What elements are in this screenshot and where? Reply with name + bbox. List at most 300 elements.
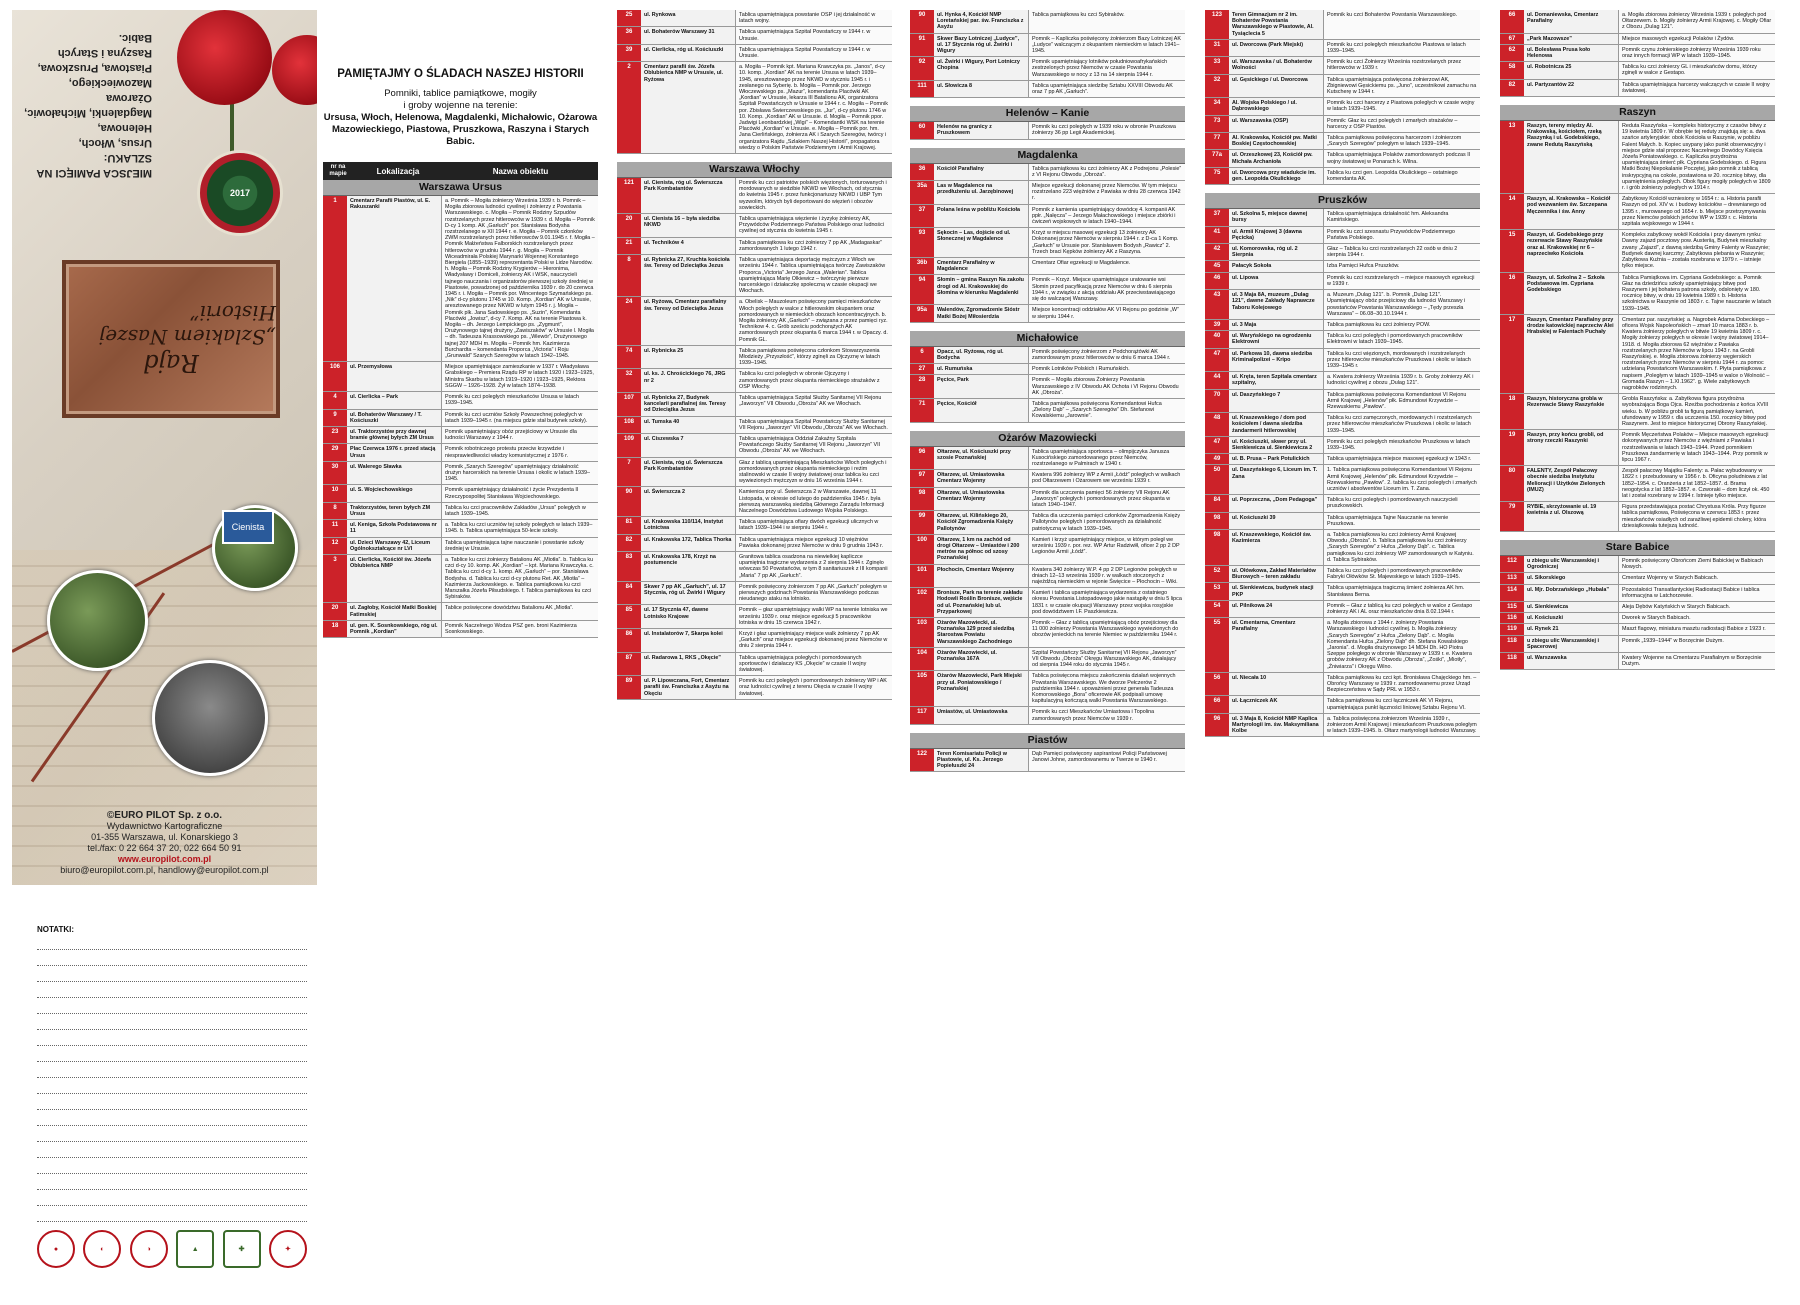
location-cell: Al. Krakowska, Kościół pw. Matki Boskiej Częstochowskiej bbox=[1229, 133, 1324, 149]
table-row bbox=[1500, 10, 1775, 34]
map-number: 47 bbox=[1205, 349, 1229, 372]
list-panel-3 bbox=[910, 10, 1185, 780]
table-row bbox=[1205, 261, 1480, 272]
object-name-cell: Tablica upamiętniająca Tajne Nauczanie na terenie Pruszkowa. bbox=[1324, 513, 1480, 529]
object-name-cell: Tablica upamiętniająca poświęcona żołnierzowi AK, Zbigniewowi Gęsickiemu ps. „Juno”, uczestnikowi zamachu na Kutscherę w 1944 r. bbox=[1324, 75, 1480, 98]
object-name-cell: Głaz – Tablica ku czci rozstrzelanych 22 osób w dniu 2 sierpnia 1944 r. bbox=[1324, 244, 1480, 260]
location-cell: Ożarów Mazowiecki, ul. Poznańska 129 przed siedzibą Starostwa Powiatu Warszawskiego Zachodniego bbox=[934, 618, 1029, 647]
location-cell: ul. Cierlicka – Park bbox=[347, 392, 442, 408]
map-number: 97 bbox=[910, 470, 934, 486]
map-number: 34 bbox=[1205, 98, 1229, 114]
location-cell: Raszyn, Cmentarz Parafialny przy drodze katowickiej naprzeciw Alei Hrabskiej w Falentach Puchały bbox=[1524, 315, 1619, 393]
table-row bbox=[910, 648, 1185, 672]
map-number: 70 bbox=[1205, 390, 1229, 413]
table-row bbox=[910, 10, 1185, 34]
object-name-cell: Aleja Dębów Katyńskich w Starych Babicach. bbox=[1619, 602, 1775, 612]
section-heading: Stare Babice bbox=[1500, 540, 1775, 556]
table-row bbox=[1205, 530, 1480, 566]
map-number: 109 bbox=[617, 434, 641, 457]
table-row bbox=[617, 487, 892, 517]
map-number: 81 bbox=[617, 517, 641, 533]
location-cell: ul. Niecała 10 bbox=[1229, 673, 1324, 696]
location-cell: ul. Warszawska bbox=[1524, 653, 1619, 669]
location-cell: ul. ks. J. Chrościckiego 76, JRG nr 2 bbox=[641, 369, 736, 392]
table-row bbox=[1205, 57, 1480, 74]
location-cell: ul. Hynka 4, Kościół NMP Loretańskiej par. św. Franciszka z Asyżu bbox=[934, 10, 1029, 33]
object-name-cell: Tablica pamiątkowa ku czci żołnierzy AK z Podrejonu „Polesie” z VI Rejonu Obwodu „Obroża”. bbox=[1029, 164, 1185, 180]
object-name-cell: Izba Pamięci Hufca Pruszków. bbox=[1324, 261, 1480, 271]
location-cell: Plac Czerwca 1976 r. przed stacją Ursus bbox=[347, 444, 442, 460]
table-row bbox=[910, 749, 1185, 773]
table-row bbox=[1500, 573, 1775, 584]
object-name-cell: Kwatera 340 żołnierzy W.P. 4 pp 2 DP Legionów poległych w dniach 12–13 września 1939 r. w walkach stoczonych z najeźdźcą niemieckim w rejonie Święcice – Płochocin – Wiki. bbox=[1029, 565, 1185, 588]
map-number: 16 bbox=[1500, 273, 1524, 314]
table-row bbox=[1205, 513, 1480, 530]
map-number: 50 bbox=[1205, 465, 1229, 494]
object-name-cell: Pomnik poświęcony żołnierzom 7 pp AK „Garłuch” poległym w pierwszych godzinach Powstania Warszawskiego podczas nieudanego ataku na lotnisko. bbox=[736, 582, 892, 605]
location-cell: ul. Tumska 40 bbox=[641, 417, 736, 433]
location-cell: ul. Przemysłowa bbox=[347, 362, 442, 391]
map-number: 96 bbox=[1205, 714, 1229, 737]
location-cell: ul. Cierlicka, róg ul. Kościuszki bbox=[641, 45, 736, 61]
object-name-cell: Tablica pamiątkowa ku czci kpt. Bronisława Chajęckiego hm. – Obrońcy Warszawy w 1939 r. zamordowanemu przez Urząd Bezpieczeństwa w Sądy PRL w 1953 r. bbox=[1324, 673, 1480, 696]
map-number: 46 bbox=[1205, 273, 1229, 289]
map-number: 29 bbox=[323, 444, 347, 460]
map-number: 111 bbox=[910, 81, 934, 97]
object-name-cell: Pomnik ku czci Mieszkańców Umiastowa i Topolina zamordowanych przez Niemców w 1939 r. bbox=[1029, 707, 1185, 723]
object-name-cell: Tablica ku czci poległych i pomordowanych pracowników Elektrowni w latach 1939–1945. bbox=[1324, 331, 1480, 347]
object-name-cell: Tablica ku czci zamęczonych, mordowanych i rozstrzelanych przez hitlerowców mieszkańców Pruszkowa i okolic w latach 1939–1945. bbox=[1324, 413, 1480, 436]
column-body bbox=[617, 10, 892, 700]
table-row bbox=[910, 228, 1185, 258]
object-name-cell: Pomnik – Mogiła zbiorowa Żołnierzy Powstania Warszawskiego z IV Obwodu AK Ochota i VI Rejonu Obwodu AK „Obroża”. bbox=[1029, 375, 1185, 398]
map-number: 80 bbox=[1500, 466, 1524, 501]
map-number: 101 bbox=[910, 565, 934, 588]
object-name-cell: Kamień i krzyż upamiętniający miejsce, w którym poległ we wrześniu 1939 r. por. rez. WP Artur Radziwiłł, oficer 2 pp 2 DP Legionów Armii „Łódź”. bbox=[1029, 535, 1185, 564]
table-row bbox=[323, 462, 598, 486]
map-number: 55 bbox=[1205, 618, 1229, 672]
coat-of-arms-logo: ▲ bbox=[176, 1230, 214, 1268]
table-row bbox=[323, 603, 598, 620]
location-cell: ul. Robotnicza 25 bbox=[1524, 62, 1619, 78]
location-cell: ul. Techników 4 bbox=[641, 238, 736, 254]
map-number: 75 bbox=[1205, 168, 1229, 184]
location-cell: Cmentarz Parafialny w Magdalence bbox=[934, 258, 1029, 274]
location-cell: ul. Kręta, teren Szpitala cmentarz szpitalny, bbox=[1229, 372, 1324, 388]
object-name-cell: Pomnik z kamienia upamiętniający dowódcę 4. kompanii AK ppłr. „Nałęcza” – Jerzego Małachowskiego i miejsce zbiórki i ćwiczeń wojskowych w latach 1940–1944. bbox=[1029, 205, 1185, 228]
table-row bbox=[323, 621, 598, 638]
table-row bbox=[1205, 209, 1480, 226]
location-cell: Raszyn, historyczna grobla w Rezerwacie Stawy Raszyńskie bbox=[1524, 394, 1619, 429]
table-row bbox=[1205, 10, 1480, 40]
location-cell: u zbiegu ulic Warszawskiej i Spacerowej bbox=[1524, 636, 1619, 652]
table-section bbox=[910, 733, 1185, 773]
table-row bbox=[1205, 75, 1480, 99]
table-row bbox=[1205, 566, 1480, 583]
object-name-cell: a. Mogiła zbiorowa żołnierzy Września 1939 r. poległych pod Ołtarzewem. b. Mogiły żołnierzy Armii Krajowej. c. Mogiły Ofiar z Obozu „Dulag 121”. bbox=[1619, 10, 1775, 33]
table-row bbox=[910, 164, 1185, 181]
table-row bbox=[1500, 394, 1775, 430]
location-cell: Pęcice, Park bbox=[934, 375, 1029, 398]
object-name-cell: Pozostałości Transatlantyckiej Radiostacji Babice i tablica informacyjna w Latchorzewie. bbox=[1619, 585, 1775, 601]
coat-of-arms-logo: ✚ bbox=[223, 1230, 261, 1268]
table-section bbox=[1500, 10, 1775, 97]
object-name-cell: Tablica upamiętniająca ofiary dwóch egzekucji ulicznych w latach 1939–1944 i w sierpniu 1944 r. bbox=[736, 517, 892, 533]
object-name-cell: Cmentarz par. raszyńskiej: a. Nagrobek Adama Dobeckiego – oficera Wojsk Napoleońskich – zmarł 10 marca 1883 r. b. Kwatera żołnierzy poległych w bitwie 19 kwietnia 1809 r. c. Mogiły żołnierzy poległych w okresie I wojny światowej 1914–1918. d. Mogiła zbiorowa 62 więźniów z Pawiaka rozstrzelanych przez Niemców w lipcu 1943 r. na Grobli Raszyńskiej. e. Mogiła zbiorowa żołnierzy węgierskich rozstrzelanych przez Niemców w sierpniu 1944 r. za pomoc udzielaną Powstańcom Warszawskim. f. Płyta pamiątkowa z napisem „Poległym w latach 1939–1945 w walce o Wolność – Gromada Raszyn – 1.XI.1962”. g. Wiele zabytkowych nagrobków rodzinnych. bbox=[1619, 315, 1775, 393]
table-row bbox=[1205, 116, 1480, 133]
map-number: 90 bbox=[617, 487, 641, 516]
location-cell: ul. Zagłoby, Kościół Matki Boskiej Fatimskiej bbox=[347, 603, 442, 619]
location-cell: ul. Pilnikowa 24 bbox=[1229, 601, 1324, 617]
map-number: 4 bbox=[323, 392, 347, 408]
rally-plaque bbox=[62, 260, 280, 418]
map-number: 73 bbox=[1205, 116, 1229, 132]
table-section bbox=[910, 148, 1185, 323]
table-row bbox=[1205, 98, 1480, 115]
object-name-cell: a. Muzeum „Dulag 121”. b. Pomnik „Dulag 121”. Upamiętniający obóz przejściowy dla ludności Warszawy i powstańców Powstania Warszawskiego – „Tędy przeszła Warszawa” – 06.08–30.10.1944 r. bbox=[1324, 290, 1480, 319]
location-cell: ul. Sikorskiego bbox=[1524, 573, 1619, 583]
section-heading: Warszawa Ursus bbox=[323, 180, 598, 196]
table-section bbox=[1205, 10, 1480, 185]
table-row bbox=[617, 417, 892, 434]
location-cell: ul. Żwirki i Wigury, Port Lotniczy Chopina bbox=[934, 57, 1029, 80]
column-body bbox=[1205, 10, 1480, 737]
location-cell: ul. Kraszewskiego / dom pod kościołem / dawna siedziba żandarmerii hitlerowskiej bbox=[1229, 413, 1324, 436]
object-name-cell: Zabytkowy Kościół wzniesiony w 1654 r.: a. Historia parafii Raszyn od pol. XIV w. i budowy kościołów – drewnianego od 1395 r., murowanego od 1654 r. b. Miejsce przetrzymywania przez Niemców polskich jeńców WP w 1939 r. c. Historia szpitala wojskowego w 1944 r. bbox=[1619, 194, 1775, 229]
table-row bbox=[1205, 349, 1480, 373]
object-name-cell: Pomnik ku czci poległych mieszkańców Ursusa w latach 1939–1945. bbox=[442, 392, 598, 408]
publisher-info: ©EURO PILOT Sp. z o.o. Wydawnictwo Kartograficzne 01-355 Warszawa, ul. Konarskiego 3 tel./fax: 0 22 664 37 20, 022 664 50 91 www.europilot.com.pl biuro@europilot.com.pl, handlowy@europilot.com.pl bbox=[12, 810, 317, 876]
object-name-cell: Cmentarz Ofiar egzekucji w Magdalence. bbox=[1029, 258, 1185, 274]
map-number: 15 bbox=[1500, 230, 1524, 271]
object-name-cell: Miejsce upamiętniające zamieszkanie w 1937 r. Władysława Grabskiego – Premiera Rządu RP w latach 1920 i 1923–1925, Ministra Skarbu w latach 1919–1920 i 1923–1925, Rektora SGGW – 1926–1928. Żył w latach 1874–1938. bbox=[442, 362, 598, 391]
table-row bbox=[1500, 273, 1775, 315]
location-cell: ul. Bolesława Prusa koło Helenowa bbox=[1524, 45, 1619, 61]
map-number: 23 bbox=[323, 427, 347, 443]
section-heading: Piastów bbox=[910, 733, 1185, 749]
map-number: 115 bbox=[1500, 602, 1524, 612]
map-number: 56 bbox=[1205, 673, 1229, 696]
location-cell: u zbiegu ulic Warszawskiej i Ogrodniczej bbox=[1524, 556, 1619, 572]
location-cell: ul. Słowicza 8 bbox=[934, 81, 1029, 97]
object-name-cell: a. Tablica poświęcona żołnierzom Września 1939 r., żołnierzom Armii Krajowej i mieszkańcom Pruszkowa poległym w latach 1939–1945. b. Ołtarz martyrologii ludności Warszawy. bbox=[1324, 714, 1480, 737]
location-cell: ul. Kraszewskiego, Kościół św. Kazimierza bbox=[1229, 530, 1324, 565]
map-number: 9 bbox=[323, 410, 347, 426]
table-row bbox=[910, 181, 1185, 205]
map-number: 83 bbox=[617, 552, 641, 581]
table-row bbox=[617, 434, 892, 458]
location-cell: Teren Komisariatu Policji w Piastowie, ul. Ks. Jerzego Popiełuszki 24 bbox=[934, 749, 1029, 772]
object-name-cell: a. Pomnik – Mogiła żołnierzy Września 1939 r. b. Pomnik – Mogiła zbiorowa ludności cywilnej i żołnierzy z Powstania Warszawskiego. c. Mogiła – Pomnik Rodziny Szpudów rozstrzelanych przez hitlerowców w 1939 r. d. Mogiła – Pomnik D-cy 1 komp. AK „Garłuch” por. Stanisława Bodysha rozstrzelanego w XII 1944 r. e. Mogiła – Pomnik członków ZWM rozstrzelanych przez hitlerowców 9.01.1945 r. f. Mogiła – Pomnik Małżeństwa Falborskich rozstrzelanych przez hitlerowców w grudniu 1944 r. g. Mogiła – Pomnik Wiceadmirała Polskiej Marynarki Wojennej Konstantego Biergiela (1855–1939) reprezentanta Polski w Lidze Narodów. h. Mogiła – Pomnik Rodziny Krygierów – Hieronima, Władysławy i Domiceli, żołnierzy AK i WSK, nauczycieli tajnego nauczania i organizatorów pierwszej szkoły średniej w Piastowie, powadzonej od października 1939 r. do 20 czerwca 1945 r. i. Mogiła – Pomnik por. Wincentego Szymańskiego ps. „Nik” d-cy plutonu 1745 w 10. Komp. „Kordian” AK w Ursusie, aresztowanego przez NKWD w lutym 1945 r. j. Mogiła – Pomnik plk. Jana Sadowskiego ps. „Suzin”, Komendanta Placówki „Jowisz”, d-cy 7. Komp. AK na terenie Piastowa k. Mogiła – dh. Jerzego Lempickiego ps. „Zygmunt”, Drużynowego tajnej drużyny „Zawiszaków” w Ursusie l. Mogiła – dh. Tadeusza Krassowskiego ps. „Wiewór”, Drużynowego tajnej 207 MDH m. Mogiła – Pomnik hm. Kazimierza Burchardta – komendanta Proporca „Victoria” i Roju „Grunwald” Szarych Szeregów w latach 1942–1945. bbox=[442, 196, 598, 361]
object-name-cell: Pomnik Lotników Polskich i Rumuńskich. bbox=[1029, 364, 1185, 374]
object-name-cell: Pomnik – głaz upamiętniający walki WP na terenie lotniska we wrześniu 1939 r. oraz miejsce egzekucji 5 pracowników lotniska w dniu 15 czerwca 1942 r. bbox=[736, 605, 892, 628]
table-row bbox=[1205, 495, 1480, 512]
rose-image bbox=[272, 35, 317, 105]
location-cell: ul. Sienkiewicza bbox=[1524, 602, 1619, 612]
plaque-subtitle: „Szlakiem Naszej Historii” bbox=[99, 301, 276, 349]
map-number: 103 bbox=[910, 618, 934, 647]
location-cell: ul. Cienista, róg ul. Świerszcza Park Kombatantów bbox=[641, 458, 736, 487]
table-row bbox=[323, 392, 598, 409]
column-body bbox=[323, 180, 598, 638]
map-number: 93 bbox=[910, 228, 934, 257]
location-cell: ul. Cmentarna, Cmentarz Parafialny bbox=[1229, 618, 1324, 672]
table-row bbox=[1205, 372, 1480, 389]
map-number: 105 bbox=[910, 671, 934, 706]
location-cell: ul. Rumuńska bbox=[934, 364, 1029, 374]
map-number: 98 bbox=[1205, 530, 1229, 565]
object-name-cell: Reduta Raszyńska – kompleks historyczny z czasów bitwy z 19 kwietnia 1809 r. W obrębie tej reduty znajdują się: a. dwa szańce artyleryjskie: obok Kościoła w Raszynie, w pobliżu Falent Małych. b. Kopiec usypany jako punkt obserwacyjny i miejsce gdzie stał proporzec Naczelnego Dowódcy Księcia Józefa Poniatowskiego. c. Kapliczka przydrożna upamiętniająca śmierć płk. Cypriana Godebskiego. d. Figura Matki Bożej Niepokalanie Poczętej, jako pomnik z tablicą inskrypcyjną na cokole, postawiona w 20. rocznicę bitwy, dla upamiętnienia poległych. Obok figury mogiły poległych w 1809 r. i grób żołnierzy poległych w 1914 r. bbox=[1619, 121, 1775, 193]
page-subtitle: Pomniki, tablice pamiątkowe, mogiły i groby wojenne na terenie: Ursusa, Włoch, Helenowa, Magdalenki, Michałowic, Ożarowa Mazowieckiego, Piastowa, Pruszkowa, Raszyna i Starych Babic. bbox=[323, 88, 598, 147]
object-name-cell: Tablica upamiętniająca tajne nauczanie i powstanie szkoły średniej w Ursusie. bbox=[442, 538, 598, 554]
object-name-cell: Szpital Powstańczy Służby Sanitarnej VII Rejonu „Jaworzyn” VII Obwodu „Obroża” Okręgu Warszawskiego AK, działający od sierpnia 1944 roku do stycznia 1945 r. bbox=[1029, 648, 1185, 671]
object-name-cell: Pomnik ku czci poległych mieszkańców Pruszkowa w latach 1939–1945. bbox=[1324, 437, 1480, 453]
plaque-title: Rajd bbox=[143, 349, 199, 377]
location-cell: ul. Bohaterów Warszawy 31 bbox=[641, 27, 736, 43]
table-row bbox=[323, 362, 598, 392]
map-number: 104 bbox=[910, 648, 934, 671]
location-cell: ul. Ryżowa, Cmentarz parafialny św. Teresy od Dzieciątka Jezus bbox=[641, 297, 736, 344]
table-row bbox=[617, 369, 892, 393]
map-number: 8 bbox=[617, 255, 641, 296]
table-row bbox=[1205, 133, 1480, 150]
map-number: 6 bbox=[910, 347, 934, 363]
map-number: 122 bbox=[910, 749, 934, 772]
location-cell: ul. Mjr. Dobrzańskiego „Hubala” bbox=[1524, 585, 1619, 601]
table-row bbox=[617, 238, 892, 255]
location-cell: Raszyn, al. Krakowska – Kościół pod wezwaniem św. Szczepana Męczennika i św. Anny bbox=[1524, 194, 1619, 229]
map-number: 121 bbox=[617, 178, 641, 213]
table-section bbox=[323, 180, 598, 638]
memorial-photo bbox=[47, 570, 148, 671]
map-number: 48 bbox=[1205, 413, 1229, 436]
object-name-cell: Pomnik ku czci poległych mieszkańców Piastowa w latach 1939–1945. bbox=[1324, 40, 1480, 56]
publisher-email-link[interactable]: biuro@europilot.com.pl, handlowy@europilot.com.pl bbox=[60, 865, 269, 875]
location-cell: ul. Daszyńskiego 6, Liceum im. T. Zana bbox=[1229, 465, 1324, 494]
map-number: 21 bbox=[617, 238, 641, 254]
table-row bbox=[323, 410, 598, 427]
location-cell: ul. gen. K. Sosnkowskiego, róg ul. Pomnik „Kordian” bbox=[347, 621, 442, 637]
location-cell: Ołtarzew, ul. Umiastowska Cmentarz Wojenny bbox=[934, 470, 1029, 486]
table-row bbox=[1205, 227, 1480, 244]
table-row bbox=[617, 45, 892, 62]
location-cell: ul. Rynek 21 bbox=[1524, 624, 1619, 634]
location-cell: ul. Cierlicka, Kościół św. Józefa Oblubieńca NMP bbox=[347, 555, 442, 602]
map-number: 106 bbox=[323, 362, 347, 391]
table-row bbox=[617, 582, 892, 606]
object-name-cell: Figura przedstawiająca postać Chrystusa Króla. Przy figurze tablica pamiątkowa, Poświęcona w czerwcu 1853 r. przez mieszkańców osiadłych od zarażliwej epidemii cholery, która dziesiątkowała tutejszą ludność. bbox=[1619, 502, 1775, 531]
object-name-cell: Miejsce koncentracji oddziałów AK VI Rejonu po godzinie „W” w sierpniu 1944 r. bbox=[1029, 305, 1185, 321]
map-number: 7 bbox=[617, 458, 641, 487]
object-name-cell: Pomnik poświęcony Obrońcom Ziemi Babickiej w Babicach Nowych. bbox=[1619, 556, 1775, 572]
table-row bbox=[617, 10, 892, 27]
table-row bbox=[323, 538, 598, 555]
object-name-cell: Pomnik ku czci Bohaterów Powstania Warszawskiego. bbox=[1324, 10, 1480, 39]
map-number: 79 bbox=[1500, 502, 1524, 531]
location-cell: ul. Rybnicka 25 bbox=[641, 346, 736, 369]
location-cell: Raszyn, przy końcu grobli, od strony rzeczki Raszynki bbox=[1524, 430, 1619, 465]
map-number: 36b bbox=[910, 258, 934, 274]
location-cell: ul. Kościuszki 39 bbox=[1229, 513, 1324, 529]
map-number: 114 bbox=[1500, 585, 1524, 601]
map-number: 36 bbox=[617, 27, 641, 43]
object-name-cell: Zespół pałacowy Majątku Falenty: a. Pałac wybudowany w 1822 r. i przebudowany w 1956 r. b. Oficyna południowa z lat 1852–1954. c. Oranżeria z lat 1852–1857. d. Brama neogotycka z lat 1852–1857. e. Czworaki – dom liczył ok. 450 lat i został rozebrany w 1994 r. Istnieje tylko miejsce. bbox=[1619, 466, 1775, 501]
table-row bbox=[617, 255, 892, 297]
map-number: 32 bbox=[617, 369, 641, 392]
location-cell: Pałacyk Sokoła bbox=[1229, 261, 1324, 271]
table-row bbox=[1500, 45, 1775, 62]
section-heading: Michałowice bbox=[910, 331, 1185, 347]
table-row bbox=[1500, 121, 1775, 194]
location-cell: RYBIE, skrzyżowanie ul. 19 kwietnia z ul. Olszową bbox=[1524, 502, 1619, 531]
table-row bbox=[1500, 466, 1775, 502]
location-cell: Ołtarzew, ul. Kilińskiego 20, Kościół Zgromadzenia Księży Pallotynów bbox=[934, 511, 1029, 534]
object-name-cell: Tablica pamiątkowa ku czci Sybiraków. bbox=[1029, 10, 1185, 33]
table-row bbox=[1500, 230, 1775, 272]
map-number: 3 bbox=[323, 555, 347, 602]
map-number: 13 bbox=[1500, 121, 1524, 193]
table-row bbox=[1500, 430, 1775, 466]
map-number: 100 bbox=[910, 535, 934, 564]
map-number: 53 bbox=[1205, 583, 1229, 599]
map-number: 28 bbox=[910, 375, 934, 398]
table-row bbox=[323, 444, 598, 461]
location-cell: ul. Kościuszki bbox=[1524, 613, 1619, 623]
object-name-cell: Głaz z tablicą upamiętniającą Mieszkańców Włoch poległych i pomordowanych przez okupanta niemieckiego i reżim stalinowski w czasie II wojny światowej oraz tablica ku czci wywiezionych mężczyzn w dniu 16 września 1944 r. bbox=[736, 458, 892, 487]
object-name-cell: Grobla Raszyńska: a. Zabytkowa figura przydrożna wyobrażająca Boga Ojca. Rzeźba pochodzenia z końca XVIII wieku. b. W pobliżu grobli ta figurą pamiątkowy kamień, ufundowany w 1959 r. dla uczczenia 150. rocznicy bitwy pod Raszynem. Jest to miejsce historycznej Obrony Raszyńskiej. bbox=[1619, 394, 1775, 429]
map-number: 54 bbox=[1205, 601, 1229, 617]
map-number: 98 bbox=[910, 488, 934, 511]
table-row bbox=[1205, 601, 1480, 618]
location-cell: ul. Partyzantów 22 bbox=[1524, 80, 1619, 96]
map-number: 71 bbox=[910, 399, 934, 422]
map-number: 39 bbox=[617, 45, 641, 61]
memorial-stone-photo bbox=[152, 660, 268, 776]
object-name-cell: Tablica upamiętniająca Szpital Służby Sanitarnej VII Rejonu „Jaworzyn” VII Obwodu „Obroża” AK we Włochach. bbox=[736, 393, 892, 416]
areas-list: Ursusa, Włoch, Helenowa, Magdalenki, Michałowic, Ożarowa Mazowieckiego, Piastowa, Pruszkowa, Raszyna i Starych Babic. bbox=[323, 112, 598, 147]
table-row bbox=[1500, 502, 1775, 532]
table-section bbox=[910, 106, 1185, 139]
object-name-cell: Tablica pamiątkowa poświęcona harcerzom i żołnierzom „Szarych Szeregów” poległym w latach 1939–1945. bbox=[1324, 133, 1480, 149]
location-cell: Sękocin – Las, dojście od ul. Słonecznej w Magdalence bbox=[934, 228, 1029, 257]
table-row bbox=[1205, 673, 1480, 697]
location-cell: ul. Daszyńskiego 7 bbox=[1229, 390, 1324, 413]
map-number: 112 bbox=[1500, 556, 1524, 572]
table-row bbox=[1500, 602, 1775, 613]
location-cell: Al. Wojska Polskiego / ul. Dąbrowskiego bbox=[1229, 98, 1324, 114]
table-row bbox=[1500, 556, 1775, 573]
map-number: 1 bbox=[323, 196, 347, 361]
table-row bbox=[1205, 465, 1480, 495]
street-sign: Cienista bbox=[222, 510, 274, 544]
table-row bbox=[617, 552, 892, 582]
cover-title: MIEJSCA PAMIĘCI NA SZLAKU: Ursus, Włoch, Helenowa, Magdalenki, Michałowic, Ożarowa Mazowieckiego, Piastowa, Pruszkowa, Raszyna i Starych Babic. bbox=[24, 32, 152, 179]
table-row bbox=[1205, 618, 1480, 673]
map-number: 84 bbox=[1205, 495, 1229, 511]
map-number: 24 bbox=[617, 297, 641, 344]
object-name-cell: Tablica upamiętniająca miejsce masowej egzekucji w 1943 r. bbox=[1324, 454, 1480, 464]
location-cell: Walendów, Zgromadzenie Sióstr Matki Bożej Miłosierdzia bbox=[934, 305, 1029, 321]
object-name-cell: Kamień i tablica upamiętniająca wydarzenia z ostatniego okresu Powstania Listopadowego jakie nastąpiły w dniu 5 lipca 1831 r. w czasie okupacji Warszawy przez wojska rosyjskie pod dowództwem I.F. Paszkiewicza. bbox=[1029, 588, 1185, 617]
location-cell: Cmentarz parafii św. Józefa Oblubieńca NMP w Ursusie, ul. Ryżowa bbox=[641, 62, 736, 153]
table-row bbox=[323, 503, 598, 520]
table-row bbox=[1205, 454, 1480, 465]
object-name-cell: Tablica pamiątkowa ku czci żołnierzy POW. bbox=[1324, 320, 1480, 330]
location-cell: Helenów na granicy z Pruszkowem bbox=[934, 122, 1029, 138]
table-row bbox=[617, 458, 892, 488]
location-cell: ul. Krakowska 178, Krzyż na postumencie bbox=[641, 552, 736, 581]
sponsor-logo: ◐ bbox=[83, 1230, 121, 1268]
table-row bbox=[617, 297, 892, 345]
table-row bbox=[910, 447, 1185, 471]
publisher-website-link[interactable]: www.europilot.com.pl bbox=[117, 854, 212, 864]
table-section bbox=[1500, 540, 1775, 670]
map-number: 123 bbox=[1205, 10, 1229, 39]
section-heading: Helenów – Kanie bbox=[910, 106, 1185, 122]
object-name-cell: Pomnik – Głaz z tablicą upamiętniającą obóz przejściowy dla 11 000 żołnierzy Powstania Warszawskiego wywiezionych do obozów jenieckich na terenie Niemiec w październiku 1944 r. bbox=[1029, 618, 1185, 647]
location-cell: Kościół Parafialny bbox=[934, 164, 1029, 180]
map-number: 118 bbox=[1500, 636, 1524, 652]
object-name-cell: Granitowa tablica osadzona na niewielkiej kapliczce upamiętnia tragiczne wydarzenia z 2 sierpnia 1944 r. Zginęło wówczas 50 Powstańców, w tym 8 sanitariuszek z III kompanii „Maria” 7 pp AK „Garłuch”. bbox=[736, 552, 892, 581]
table-row bbox=[617, 517, 892, 534]
object-name-cell: Pomnik – Kapliczka poświęcony żołnierzom Bazy Lotniczej AK „Ludyce” walczącym z okupantem niemieckim w latach 1941–1945. bbox=[1029, 34, 1185, 57]
location-cell: Ożarów Mazowiecki, ul. Poznańska 167A bbox=[934, 648, 1029, 671]
table-row bbox=[910, 470, 1185, 487]
object-name-cell: Pomnik ku czci rozstrzelanych – miejsce masowych egzekucji w 1939 r. bbox=[1324, 273, 1480, 289]
table-row bbox=[617, 62, 892, 154]
object-name-cell: Krzyż i głaz upamiętniający miejsce walk żołnierzy 7 pp AK „Garłuch” oraz miejsce egzekucji dokonanej przez Niemców w dniu 2 sierpnia 1944 r. bbox=[736, 629, 892, 652]
object-name-cell: Tablica ku czci poległych i pomordowanych nauczycieli pruszkowskich. bbox=[1324, 495, 1480, 511]
map-number: 42 bbox=[1205, 244, 1229, 260]
map-number: 18 bbox=[323, 621, 347, 637]
table-row bbox=[1500, 80, 1775, 97]
location-cell: Ożarów Mazowiecki, Park Miejski przy ul. Poniatowskiego / Poznańskiej bbox=[934, 671, 1029, 706]
object-name-cell: Tablica ku czci pracowników Zakładów „Ursus” poległych w latach 1939–1945. bbox=[442, 503, 598, 519]
location-cell: ul. Cienista, róg ul. Świerszcza Park Kombatantów bbox=[641, 178, 736, 213]
table-section bbox=[1500, 105, 1775, 532]
map-number: 98 bbox=[1205, 513, 1229, 529]
location-cell: ul. Instalatorów 7, Skarpa kolei bbox=[641, 629, 736, 652]
location-cell: ul. Bohaterów Warszawy / T. Kościuszki bbox=[347, 410, 442, 426]
map-number: 113 bbox=[1500, 573, 1524, 583]
location-cell: ul. Gęsickiego / ul. Dworcowa bbox=[1229, 75, 1324, 98]
object-name-cell: a. Tablica pamiątkowa ku czci żołnierzy Armii Krajowej Obwodu „Obroża”. b. Tablica pamiątkowa ku czci żołnierzy „Szarych Szeregów” z Hufca „Zielony Dąb”. c. Tablica pamiątkowa ku czci żołnierzy WP zamordowanych w Katyniu. d. Tablica Sybiraków. bbox=[1324, 530, 1480, 565]
object-name-cell: Tablica upamiętniająca powstanie OSP i jej działalność w latach wojny. bbox=[736, 10, 892, 26]
table-row bbox=[1500, 653, 1775, 670]
object-name-cell: Tablica pamiątkowa ku czci żołnierzy 7 pp AK „Madagaskar” zamordowanych 1 lutego 1942 r. bbox=[736, 238, 892, 254]
table-row bbox=[910, 205, 1185, 229]
table-row bbox=[1500, 315, 1775, 394]
location-cell: ul. Orzeszkowej 23, Kościół pw. Michała Archanioła bbox=[1229, 150, 1324, 166]
object-name-cell: Kamienica przy ul. Świerszcza 2 w Warszawie, dawnej 11 Listopada, w okresie od lutego do października 1945 r. była pierwszą warszawską siedzibą Głównego Zarządu Informacji Naczelnego Dowództwa Ludowego Wojska Polskiego. bbox=[736, 487, 892, 516]
location-cell: ul. Warszawska / ul. Bohaterów Wolności bbox=[1229, 57, 1324, 73]
table-row bbox=[1205, 150, 1480, 167]
object-name-cell: Krzyż w miejscu masowej egzekucji 13 żołnierzy AK Dokonanej przez Niemców w sierpniu 1944 r. z D-ca 1 Komp. „Garłuch” w Ursusie por. Stanisławem Bodysh „Rawicz” 2. Trzech braci Kępków żołnierzy AK z Raszyna. bbox=[1029, 228, 1185, 257]
map-number: 91 bbox=[910, 34, 934, 57]
object-name-cell: Pomnik ku czci szesnastu Przywódców Podziemnego Państwa Polskiego. bbox=[1324, 227, 1480, 243]
object-name-cell: Tablica upamiętniająca poległych i pomordowanych sportowców i działaczy KS „Okęcie” w czasie II wojny światowej. bbox=[736, 653, 892, 676]
map-number: 118 bbox=[1500, 653, 1524, 669]
section-heading: Magdalenka bbox=[910, 148, 1185, 164]
object-name-cell: Pomnik upamiętniający obóz przejściowy w Ursusie dla ludności Warszawy z 1944 r. bbox=[442, 427, 598, 443]
location-cell: ul. 3 Maja 8, Kościół NMP Kaplica Martyrologii im. św. Maksymiliana Kolbe bbox=[1229, 714, 1324, 737]
table-row bbox=[1500, 194, 1775, 230]
object-name-cell: Kwatery Wojenne na Cmentarzu Parafialnym w Borzęcinie Dużym. bbox=[1619, 653, 1775, 669]
table-row bbox=[1500, 624, 1775, 635]
map-number: 82 bbox=[617, 535, 641, 551]
table-row bbox=[1500, 613, 1775, 624]
object-name-cell: Tablica ku czci więzionych, mordowanych i rozstrzelanych przez hitlerowców mieszkańców Pruszkowa i okolic w latach 1939–1945 r. bbox=[1324, 349, 1480, 372]
